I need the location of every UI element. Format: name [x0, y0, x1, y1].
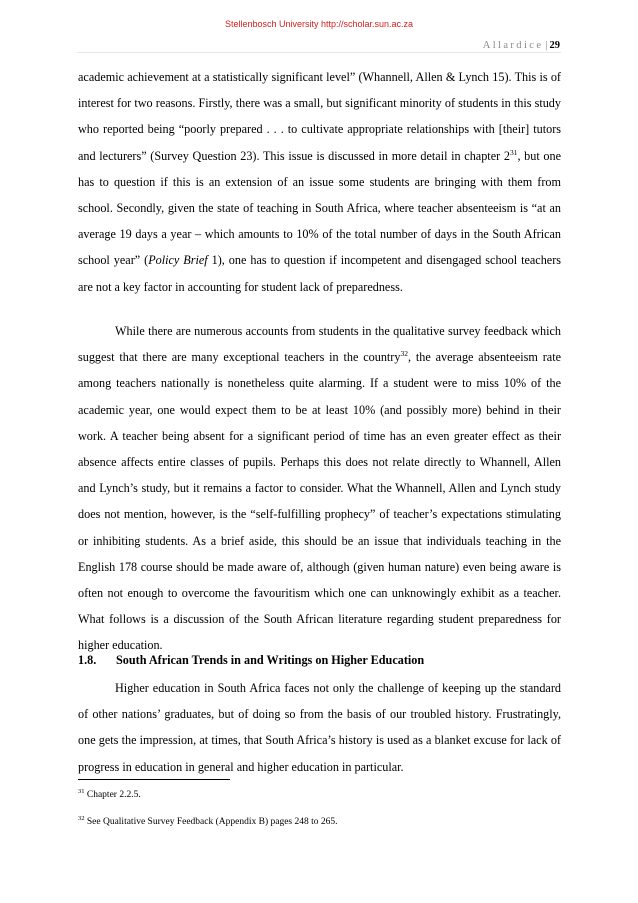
- watermark-url[interactable]: Stellenbosch University http://scholar.sun.ac.za: [224, 19, 414, 29]
- body-paragraph-2: [78, 318, 561, 659]
- section-heading: [78, 650, 424, 670]
- policy-brief-title: Policy Brief: [148, 253, 208, 268]
- page-number: 29: [549, 40, 560, 51]
- paragraph-2-text-b: , the average absenteeism rate among teachers nationally is nonetheless quite alarming. If a student were to miss 10% of the academic year, one would expect them to be at least 10% (and possibly more) behind in their work. A teacher being absent for a significant period of time has an even greater effect as their absence affects entire classes of pupils. Perhaps this does not relate directly to Whannell, Allen and Lynch’s study, but it remains a factor to consider. What the Whannell, Allen and Lynch study does not mention, however, is the “self-fulfilling prophecy” of teacher’s expectations stimulating or inhibiting students. As a brief aside, this should be an issue that individuals teaching in the English 178 course should be made aware of, although (given human nature) even being aware is often not enough to overcome the favouritism which one can unknowingly exhibit as a teacher. What follows is a discussion of the South African literature regarding student preparedness for higher education.: [78, 350, 561, 653]
- footnote-rule: [78, 779, 230, 780]
- paragraph-1-text-c: 1), one has to question if incompetent and disengaged school teachers are not a key factor in accounting for student lack of preparedness.: [78, 253, 561, 294]
- section-title: South African Trends in and Writings on Higher Education: [116, 653, 425, 667]
- paragraph-1-text-b: , but one has to question if this is an extension of an issue some students are bringing with them from school. Secondly, given the state of teaching in South Africa, where teacher absenteeism is “at an average 19 days a year – which amounts to 10% of the total number of days in the South African school year” (: [78, 148, 561, 268]
- body-paragraph-1: [78, 64, 561, 300]
- footnote-31-text: Chapter 2.2.5.: [84, 790, 141, 800]
- footnote-32-text: See Qualitative Survey Feedback (Appendix B) pages 248 to 265.: [84, 817, 338, 827]
- footnote-31: [78, 789, 141, 802]
- paragraph-1-text-a: academic achievement at a statistically significant level” (Whannell, Allen & Lynch 15). This is of interest for two reasons. Firstly, there was a small, but significant minority of students in this study who reported being “poorly prepared . . . to cultivate appropriate relationships with [their] tutors and lecturers” (Survey Question 23). This issue is discussed in more detail in chapter 2: [78, 70, 561, 163]
- paragraph-2-text-a: While there are numerous accounts from students in the qualitative survey feedback which suggest that there are many exceptional teachers in the country: [78, 324, 561, 365]
- footnote-32-number: 32: [78, 815, 85, 822]
- header-separator: |: [545, 40, 548, 51]
- section-number: 1.8.: [78, 653, 97, 667]
- footnote-ref-31[interactable]: 31: [509, 147, 518, 157]
- footnote-32: [78, 816, 338, 829]
- footnote-ref-32[interactable]: 32: [400, 349, 408, 359]
- running-header: [483, 40, 560, 51]
- header-rule: [77, 52, 561, 53]
- header-author: Allardice: [482, 40, 544, 51]
- body-paragraph-3: Higher education in South Africa faces not only the challenge of keeping up the standard of other nations’ graduates, but of doing so from the basis of our troubled history. Frustratingly, one gets the impression, at times, that South Africa’s history is used as a blanket excuse for lack of progress in education in general and higher education in particular.: [78, 681, 561, 774]
- footnote-31-number: 31: [78, 788, 85, 795]
